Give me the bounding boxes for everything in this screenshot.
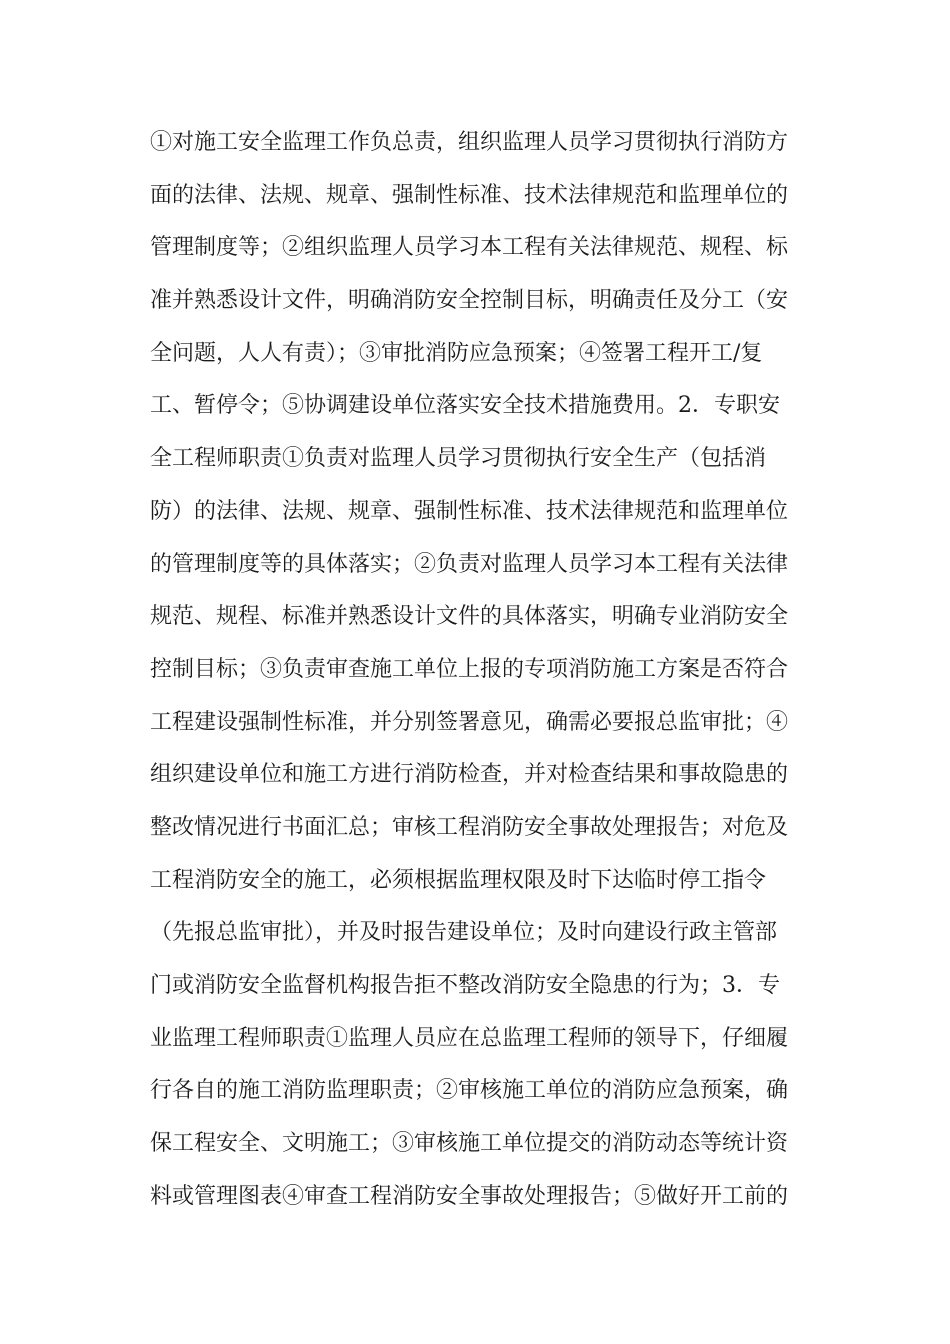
text-line: 保工程安全、文明施工；③审核施工单位提交的消防动态等统计资 — [150, 1131, 789, 1157]
text-line: 全问题，人人有责）；③审批消防应急预案；④签署工程开工/复 — [150, 340, 763, 366]
text-line: 料或管理图表④审查工程消防安全事故处理报告；⑤做好开工前的 — [150, 1183, 789, 1209]
text-line: 管理制度等；②组织监理人员学习本工程有关法律规范、规程、标 — [150, 235, 789, 261]
text-line: 工程消防安全的施工，必须根据监理权限及时下达临时停工指令 — [150, 867, 767, 893]
body-paragraph — [150, 117, 810, 1223]
text-line: 业监理工程师职责①监理人员应在总监理工程师的领导下，仔细履 — [150, 1025, 789, 1051]
text-line: ①对施工安全监理工作负总责，组织监理人员学习贯彻执行消防方 — [150, 130, 789, 155]
text-line: （先报总监审批），并及时报告建设单位；及时向建设行政主管部 — [150, 920, 778, 946]
text-line: 整改情况进行书面汇总；审核工程消防安全事故处理报告；对危及 — [150, 814, 789, 840]
text-line: 行各自的施工消防监理职责；②审核施工单位的消防应急预案，确 — [150, 1078, 789, 1104]
text-line: 工、暂停令；⑤协调建设单位落实安全技术措施费用。2．专职安 — [150, 393, 780, 419]
text-line: 控制目标；③负责审查施工单位上报的专项消防施工方案是否符合 — [150, 656, 789, 682]
text-line: 组织建设单位和施工方进行消防检查，并对检查结果和事故隐患的 — [150, 762, 789, 788]
text-line: 工程建设强制性标准，并分别签署意见，确需必要报总监审批；④ — [150, 709, 789, 735]
text-line: 准并熟悉设计文件，明确消防安全控制目标，明确责任及分工（安 — [150, 288, 789, 314]
text-line: 全工程师职责①负责对监理人员学习贯彻执行安全生产（包括消 — [150, 446, 767, 472]
text-line: 的管理制度等的具体落实；②负责对监理人员学习本工程有关法律 — [150, 551, 789, 577]
text-line: 门或消防安全监督机构报告拒不整改消防安全隐患的行为；3．专 — [150, 973, 780, 998]
text-line: 防）的法律、法规、规章、强制性标准、技术法律规范和监理单位 — [150, 498, 789, 524]
text-line: 面的法律、法规、规章、强制性标准、技术法律规范和监理单位的 — [150, 182, 789, 208]
text-line: 规范、规程、标准并熟悉设计文件的具体落实，明确专业消防安全 — [150, 604, 789, 630]
